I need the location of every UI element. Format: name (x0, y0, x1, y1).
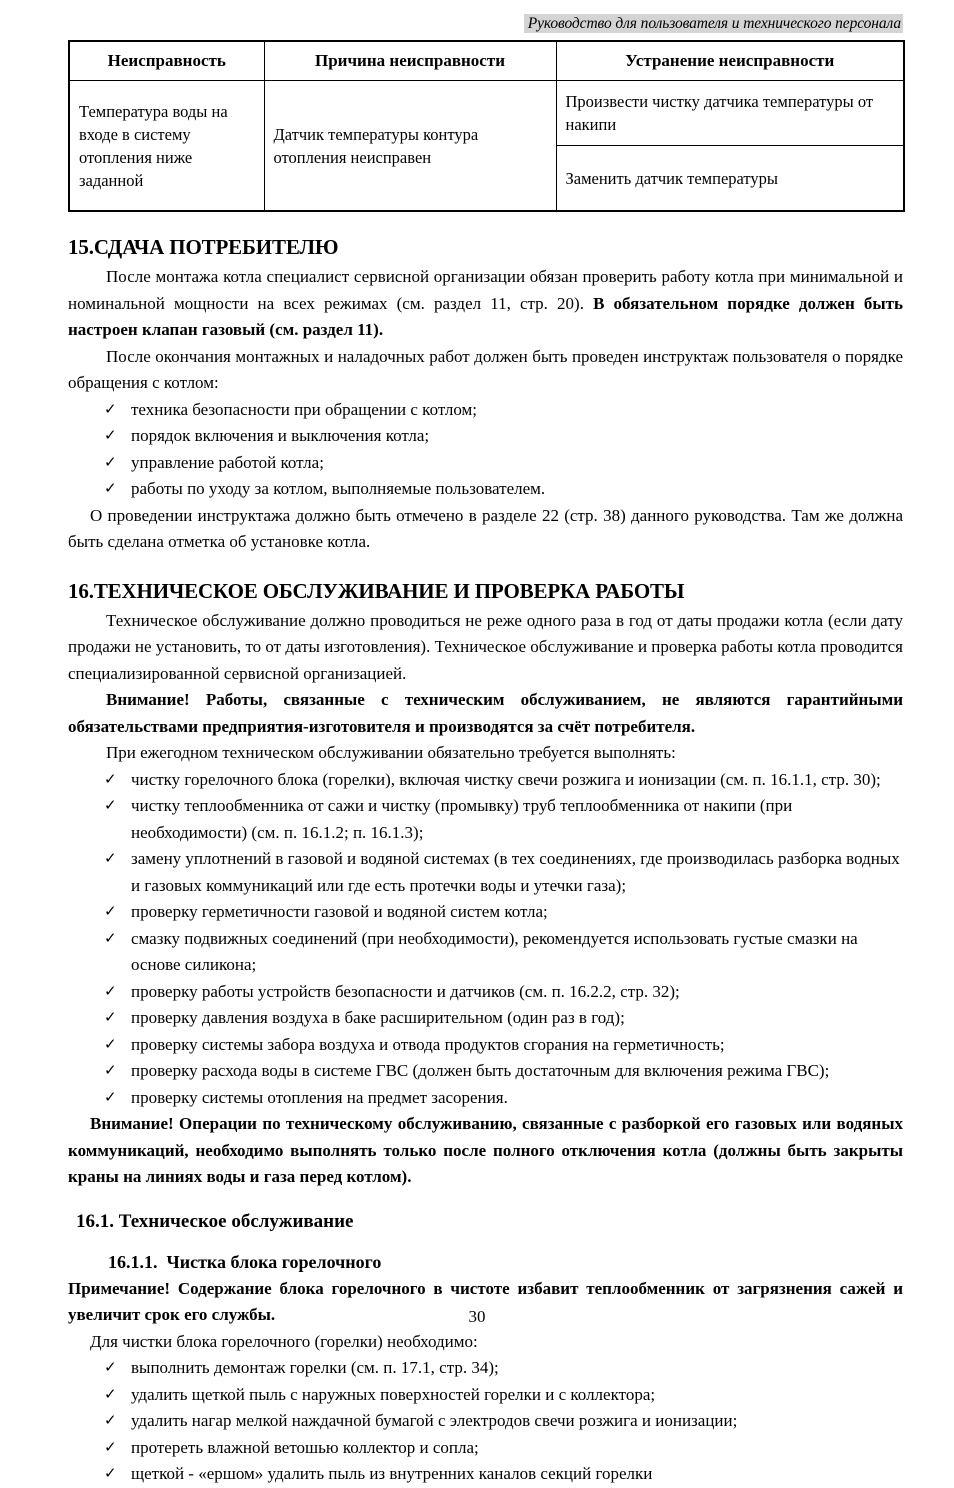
check-icon: ✓ (104, 481, 117, 497)
section-16-1-1-number: 16.1.1. (108, 1251, 158, 1272)
cell-remedy-1: Произвести чистку датчика температуры от накипи (556, 81, 904, 146)
list-item-label: удалить нагар мелкой наждачной бумагой с электродов свечи розжига и ионизации; (131, 1411, 738, 1430)
list-item (68, 1461, 903, 1488)
list-item-label: управление работой котла; (131, 452, 324, 472)
section-16-warning-2: Внимание! Операции по техническому обслуживанию, связанные с разборкой его газовых или водяных коммуникаций, необходимо выполнять только после полного отключения котла (должны быть закрыты краны на линиях воды и газа перед котлом). (68, 1114, 903, 1186)
section-16-1-number: 16.1. (76, 1210, 114, 1232)
section-16-number: 16. (68, 578, 94, 603)
cell-fault: Температура воды на входе в систему отопления ниже заданной (69, 81, 264, 212)
list-item (68, 1382, 903, 1409)
table-header-row (69, 41, 904, 81)
section-16-1-heading (68, 1209, 903, 1234)
list-item-label: техника безопасности при обращении с котлом; (131, 399, 478, 419)
cell-cause: Датчик температуры контура отопления неисправен (264, 81, 556, 212)
running-header-text: Руководство для пользователя и технического персонала (524, 14, 903, 33)
check-icon: ✓ (104, 1010, 117, 1026)
list-item (68, 926, 903, 979)
section-16-1-1-bullet-list (68, 1355, 903, 1488)
section-16-paragraph-1: Техническое обслуживание должно проводиться не реже одного раза в год от даты продажи котла (если дату продажи не установить, то от даты изготовления). Техническое обслуживание и проверка работы котла проводится специализированной сервисной организацией. (68, 610, 903, 683)
section-16-paragraph-2: При ежегодном техническом обслуживании обязательно требуется выполнять: (106, 743, 676, 762)
list-item-label: порядок включения и выключения котла; (131, 426, 430, 445)
section-15-paragraph-3: О проведении инструктажа должно быть отмечено в разделе 22 (стр. 38) данного руководства. Там же должна быть сделана отметка об установке котла. (68, 505, 903, 551)
page-number: 30 (468, 1307, 486, 1326)
list-item-label: проверку работы устройств безопасности и датчиков (см. п. 16.2.2, стр. 32); (131, 981, 680, 1001)
check-icon: ✓ (104, 930, 117, 947)
check-icon: ✓ (104, 1413, 117, 1429)
list-item-label: замену уплотнений в газовой и водяной системах (в тех соединениях, где производилась разборка водных и газовых коммуникаций или где есть протечки воды и утечки газа); (131, 849, 900, 895)
list-item (68, 423, 903, 450)
section-15-title: СДАЧА ПОТРЕБИТЕЛЮ (93, 235, 339, 259)
section-16-heading (68, 578, 903, 604)
check-icon: ✓ (104, 851, 117, 867)
check-icon: ✓ (104, 428, 117, 444)
check-icon: ✓ (104, 401, 117, 418)
fault-table-body (69, 81, 904, 212)
list-item-label: проверку системы отопления на предмет засорения. (131, 1087, 508, 1107)
check-icon: ✓ (104, 1360, 117, 1376)
section-16-1-title: Техническое обслуживание (118, 1210, 354, 1232)
fault-table-head (69, 41, 904, 81)
check-icon: ✓ (104, 1386, 117, 1403)
running-header (68, 14, 903, 34)
section-16-bullet-list (68, 767, 903, 1112)
cell-remedy-2: Заменить датчик температуры (556, 146, 904, 212)
section-15-number: 15. (68, 235, 94, 259)
list-item (68, 899, 903, 926)
fault-table (68, 40, 905, 212)
check-icon: ✓ (104, 454, 117, 471)
list-item-label: проверку расхода воды в системе ГВС (должен быть достаточным для включения режима ГВС); (131, 1061, 830, 1080)
list-item (68, 1058, 903, 1085)
section-16-1-1-note: Примечание! Содержание блока горелочного в чистоте избавит теплообменник от загрязнения сажей и увеличит срок его службы. (68, 1278, 903, 1324)
list-item (68, 476, 903, 503)
list-item-label: протереть влажной ветошью коллектор и сопла; (131, 1437, 479, 1457)
list-item (68, 1355, 903, 1382)
section-16-warning-1: Внимание! Работы, связанные с техническим обслуживанием, не являются гарантийными обязательствами предприятия-изготовителя и производятся за счёт потребителя. (68, 690, 903, 736)
section-16-1-1-title: Чистка блока горелочного (166, 1251, 382, 1272)
check-icon: ✓ (104, 798, 117, 814)
section-16-title: ТЕХНИЧЕСКОЕ ОБСЛУЖИВАНИЕ И ПРОВЕРКА РАБОТЫ (93, 578, 685, 603)
section-15-heading (68, 234, 903, 260)
check-icon: ✓ (104, 1036, 117, 1053)
list-item-label: чистку теплообменника от сажи и чистку (промывку) труб теплообменника от накипи (при необходимости) (см. п. 16.1.2; п. 16.1.3); (131, 796, 793, 842)
column-header-cause: Причина неисправности (264, 41, 556, 81)
check-icon: ✓ (104, 1063, 117, 1079)
list-item-label: выполнить демонтаж горелки (см. п. 17.1, стр. 34); (131, 1358, 499, 1377)
section-15-paragraph-1-bold: В обязательном порядке должен быть настроен клапан газовый (см. раздел 11). (68, 293, 903, 339)
list-item (68, 1005, 903, 1032)
list-item (68, 397, 903, 424)
column-header-remedy: Устранение неисправности (556, 41, 904, 81)
column-header-fault: Неисправность (69, 41, 264, 81)
list-item (68, 846, 903, 899)
section-15-bullet-list (68, 397, 903, 503)
list-item-label: проверку давления воздуха в баке расширительном (один раз в год); (131, 1008, 625, 1027)
check-icon: ✓ (104, 1089, 117, 1106)
section-15-paragraph-1-plain: После монтажа котла специалист сервисной организации обязан проверить работу котла при минимальной и номинальной мощности на всех режимах (см. раздел 11, стр. 20). (68, 267, 903, 313)
check-icon: ✓ (104, 1439, 117, 1456)
list-item (68, 767, 903, 794)
section-15-paragraph-1 (68, 264, 903, 344)
list-item-label: удалить щеткой пыль с наружных поверхностей горелки и с коллектора; (131, 1384, 656, 1404)
list-item (68, 979, 903, 1006)
list-item-label: смазку подвижных соединений (при необходимости), рекомендуется использовать густые смазки на основе силикона; (131, 928, 858, 974)
list-item-label: щеткой - «ершом» удалить пыль из внутренних каналов секций горелки (131, 1464, 653, 1483)
list-item (68, 1408, 903, 1435)
list-item (68, 450, 903, 477)
check-icon: ✓ (104, 771, 117, 788)
section-16-1-1-heading (68, 1250, 903, 1274)
section-15-paragraph-2: После окончания монтажных и наладочных работ должен быть проведен инструктаж пользователя о порядке обращения с котлом: (68, 346, 903, 392)
list-item-label: проверку системы забора воздуха и отвода продуктов сгорания на герметичность; (131, 1034, 725, 1054)
list-item (68, 793, 903, 846)
check-icon: ✓ (104, 983, 117, 1000)
section-16-1-1-lead: Для чистки блока горелочного (горелки) необходимо: (90, 1331, 478, 1351)
check-icon: ✓ (104, 1466, 117, 1482)
list-item (68, 1085, 903, 1112)
list-item (68, 1032, 903, 1059)
check-icon: ✓ (104, 904, 117, 920)
list-item-label: чистку горелочного блока (горелки), включая чистку свечи розжига и ионизации (см. п. 16.1.1, стр. 30); (131, 769, 881, 789)
list-item-label: работы по уходу за котлом, выполняемые пользователем. (131, 479, 546, 498)
table-row (69, 81, 904, 146)
list-item (68, 1435, 903, 1462)
list-item-label: проверку герметичности газовой и водяной систем котла; (131, 902, 548, 921)
